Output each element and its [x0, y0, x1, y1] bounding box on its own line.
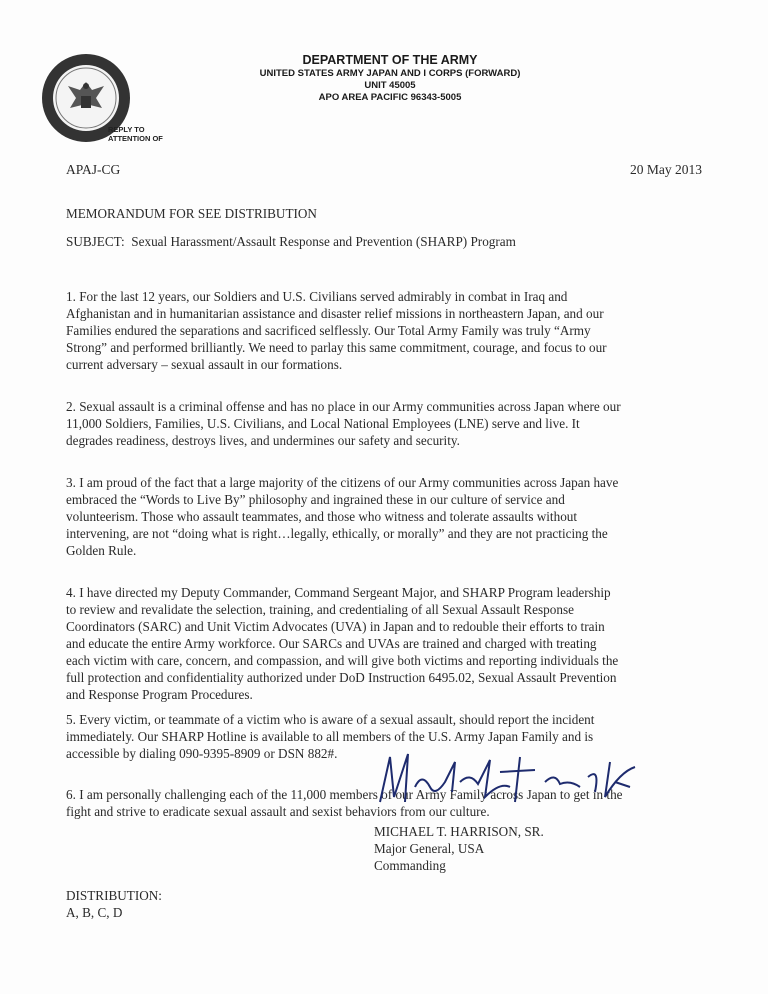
- distribution-label: DISTRIBUTION:: [66, 888, 162, 903]
- text-line: degrades readiness, destroys lives, and undermines our safety and security.: [66, 433, 460, 448]
- text-line: 6. I am personally challenging each of the 11,000 members of our Army Family across Japan to get in the: [66, 787, 623, 802]
- reply-to-label: REPLY TO: [108, 125, 145, 134]
- text-line: 5. Every victim, or teammate of a victim who is aware of a sexual assault, should report the incident: [66, 712, 595, 727]
- text-line: 4. I have directed my Deputy Commander, Command Sergeant Major, and SHARP Program leadership: [66, 585, 611, 600]
- text-line: volunteerism. Those who assault teammates, and those who witness and tolerate assaults without: [66, 509, 578, 524]
- paragraph-2: [66, 398, 716, 449]
- signature-block: [374, 823, 544, 874]
- attention-of-label: ATTENTION OF: [108, 134, 163, 143]
- text-line: Golden Rule.: [66, 543, 137, 558]
- distribution-block: [66, 887, 162, 921]
- text-line: Families endured the separations and sacrificed selflessly. Our Total Army Family was truly “Army: [66, 323, 591, 338]
- text-line: full protection and confidentiality authorized under DoD Instruction 6495.02, Sexual Assault Prevention: [66, 670, 617, 685]
- distribution-list: A, B, C, D: [66, 905, 123, 920]
- text-line: immediately. Our SHARP Hotline is available to all members of the U.S. Army Japan Family and is: [66, 729, 594, 744]
- text-line: 1. For the last 12 years, our Soldiers and U.S. Civilians served admirably in combat in Iraq and: [66, 289, 568, 304]
- text-line: embraced the “Words to Live By” philosophy and ingrained these in our culture of service and: [66, 492, 565, 507]
- text-line: fight and strive to eradicate sexual assault and sexist behaviors from our culture.: [66, 804, 490, 819]
- text-line: accessible by dialing 090-9395-8909 or DSN 882#.: [66, 746, 338, 761]
- signer-title: Commanding: [374, 858, 446, 873]
- text-line: 11,000 Soldiers, Families, U.S. Civilians, and Local National Employees (LNE) serve and live. It: [66, 416, 580, 431]
- text-line: and educate the entire Army workforce. Our SARCs and UVAs are trained and charged with treating: [66, 636, 597, 651]
- paragraph-3: [66, 474, 716, 559]
- paragraph-4: [66, 584, 716, 703]
- office-symbol: APAJ-CG: [66, 162, 121, 177]
- signer-name: MICHAEL T. HARRISON, SR.: [374, 824, 544, 839]
- text-line: 2. Sexual assault is a criminal offense and has no place in our Army communities across Japan where our: [66, 399, 621, 414]
- text-line: Afghanistan and in humanitarian assistance and disaster relief missions in northeastern Japan, and our: [66, 306, 604, 321]
- letterhead-address: APO AREA PACIFIC 96343-5005: [318, 92, 462, 103]
- signer-rank: Major General, USA: [374, 841, 485, 856]
- text-line: current adversary – sexual assault in our formations.: [66, 357, 343, 372]
- handwritten-signature: [360, 742, 650, 822]
- text-line: each victim with care, concern, and compassion, and will give both victims and reporting individuals the: [66, 653, 619, 668]
- letterhead-command: UNITED STATES ARMY JAPAN AND I CORPS (FORWARD): [259, 68, 521, 79]
- subject-line: SUBJECT: Sexual Harassment/Assault Response and Prevention (SHARP) Program: [66, 234, 516, 249]
- text-line: Coordinators (SARC) and Unit Victim Advocates (UVA) in Japan and to redouble their efforts to train: [66, 619, 605, 634]
- text-line: 3. I am proud of the fact that a large majority of the citizens of our Army communities across Japan have: [66, 475, 619, 490]
- letterhead-title: DEPARTMENT OF THE ARMY: [302, 53, 478, 67]
- memo-for-line: MEMORANDUM FOR SEE DISTRIBUTION: [66, 206, 317, 221]
- letterhead-unit: UNIT 45005: [364, 80, 416, 91]
- text-line: and Response Program Procedures.: [66, 687, 253, 702]
- paragraph-1: [66, 288, 716, 373]
- text-line: to review and revalidate the selection, training, and credentialing of all Sexual Assault Response: [66, 602, 574, 617]
- text-line: intervening, are not “doing what is right…legally, ethically, or morally” and they are not practicing the: [66, 526, 608, 541]
- text-line: Strong” and performed brilliantly. We need to parlay this same commitment, courage, and focus to our: [66, 340, 607, 355]
- memo-date: 20 May 2013: [630, 162, 702, 177]
